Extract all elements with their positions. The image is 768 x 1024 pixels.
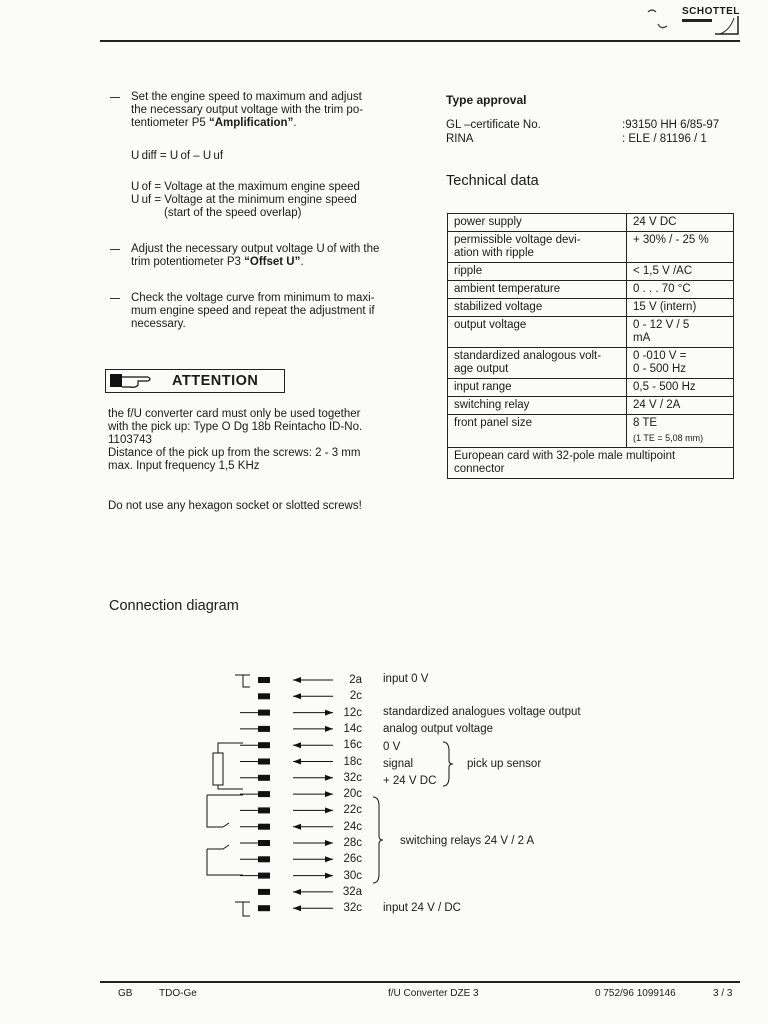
step-check: Check the voltage curve from minimum to maxi- mum engine speed and repeat the adjustment if necessary.	[131, 292, 375, 330]
te-note: (1 TE = 5,08 mm)	[633, 433, 704, 443]
arrow-right-icon	[325, 710, 333, 716]
connector-pin-block	[258, 905, 270, 911]
formula-udiff: U diff = U of – U uf	[131, 150, 224, 162]
connector-pin-block	[258, 824, 270, 830]
header-rule	[100, 40, 740, 42]
table-row: stabilized voltage 15 V (intern)	[448, 299, 734, 317]
rina-value: : ELE / 81196 / 1	[622, 133, 707, 145]
table-row: power supply 24 V DC	[448, 214, 734, 232]
amplification-label: “Amplification”	[208, 117, 294, 129]
label-std-output: standardized analogues voltage output	[383, 706, 581, 718]
arrow-left-icon	[293, 824, 301, 830]
table-row: output voltage 0 - 12 V / 5 mA	[448, 317, 734, 348]
footer-doc: TDO-Ge	[159, 988, 197, 999]
arrow-left-icon	[293, 759, 301, 765]
pin-label: 18c	[343, 755, 362, 768]
pin-label: 24c	[343, 820, 362, 833]
table-row: European card with 32-pole male multipoint connector	[448, 448, 734, 479]
pin-arrows	[235, 665, 345, 925]
pin-label: 16c	[343, 739, 362, 752]
pin-label: 22c	[343, 804, 362, 817]
connector-pin-block	[258, 742, 270, 748]
pin-label: 14c	[343, 722, 362, 735]
footer-page: 3 / 3	[713, 988, 733, 999]
label-input-24v: input 24 V / DC	[383, 902, 461, 914]
label-analog-output: analog output voltage	[383, 723, 493, 735]
table-row: ambient temperature 0 . . . 70 °C	[448, 281, 734, 299]
pickup-brace	[440, 741, 456, 787]
label-plus24v: + 24 V DC	[383, 775, 437, 787]
arrow-left-icon	[293, 905, 301, 911]
arrow-right-icon	[325, 840, 333, 846]
table-row: front panel size 8 TE (1 TE = 5,08 mm)	[448, 415, 734, 448]
brand-name: SCHOTTEL	[682, 6, 740, 17]
label-pickup-sensor: pick up sensor	[467, 758, 542, 770]
label-0v: 0 V	[383, 741, 401, 753]
pin-label: 32a	[342, 885, 362, 898]
table-row: standardized analogous volt- age output 0 -010 V = 0 - 500 Hz	[448, 348, 734, 379]
pin-label: 2a	[349, 674, 362, 686]
table-row: permissible voltage devi- ation with ripple + 30% / - 25 %	[448, 232, 734, 263]
footer-code: 0 752/96 1099146	[595, 988, 676, 999]
pin-label: 32c	[343, 902, 362, 915]
connector-pin-block	[258, 677, 270, 683]
arrow-right-icon	[325, 791, 333, 797]
label-switching-relays: switching relays 24 V / 2 A	[400, 835, 535, 847]
arrow-left-icon	[293, 742, 301, 748]
pin-label: 26c	[343, 853, 362, 866]
bullet-dash	[110, 249, 120, 250]
arrow-left-icon	[293, 677, 301, 683]
footer-lang: GB	[118, 988, 133, 999]
connector-pin-block	[258, 791, 270, 797]
pin-label: 2c	[349, 690, 362, 703]
arrow-right-icon	[325, 856, 333, 862]
gl-certificate-value: :93150 HH 6/85-97	[622, 119, 720, 131]
table-row: input range 0,5 - 500 Hz	[448, 379, 734, 397]
voltage-definitions: U of = Voltage at the maximum engine speed U uf = Voltage at the minimum engine speed (start of the speed overlap)	[131, 181, 360, 219]
arrow-right-icon	[325, 873, 333, 879]
connector-pin-block	[258, 840, 270, 846]
technical-data-table	[447, 213, 734, 479]
arrow-right-icon	[325, 775, 333, 781]
footer-title: f/U Converter DZE 3	[388, 988, 479, 999]
connector-pin-block	[258, 759, 270, 765]
technical-data-title: Technical data	[446, 173, 539, 189]
arrow-left-icon	[293, 693, 301, 699]
connector-pin-block	[258, 726, 270, 732]
connector-pin-block	[258, 856, 270, 862]
table-row: switching relay 24 V / 2A	[448, 397, 734, 415]
bullet-dash	[110, 97, 120, 98]
connector-pin-block	[258, 710, 270, 716]
relays-brace	[371, 796, 385, 884]
connector-pin-block	[258, 889, 270, 895]
gl-certificate-label: GL –certificate No.	[446, 119, 541, 131]
attention-text: the f/U converter card must only be used together with the pick up: Type O Dg 18b Reintacho ID-No. 1103743 Distance of the pick up from the screws: 2 - 3 mm max. Input frequency 1,5 KHz	[108, 408, 363, 472]
bullet-dash	[110, 298, 120, 299]
arrow-right-icon	[325, 807, 333, 813]
attention-label: ATTENTION	[172, 373, 259, 389]
pin-label: 28c	[343, 837, 362, 849]
offset-label: “Offset U”	[244, 256, 301, 268]
table-row: ripple < 1,5 V /AC	[448, 263, 734, 281]
connection-diagram-title: Connection diagram	[109, 598, 239, 614]
connector-pin-block	[258, 693, 270, 699]
pin-label: 12c	[343, 706, 362, 719]
pin-label: 32c	[343, 771, 362, 784]
arrow-right-icon	[325, 726, 333, 732]
pointing-hand-icon	[108, 371, 163, 390]
arrow-left-icon	[293, 889, 301, 895]
connector-pin-block	[258, 775, 270, 781]
pin-label: 20c	[343, 788, 362, 801]
step-amplification: Set the engine speed to maximum and adjust the necessary output voltage with the trim po- tentiometer P5 “Amplification”.	[131, 91, 364, 129]
connector-pin-block	[258, 873, 270, 879]
connector-pin-block	[258, 807, 270, 813]
type-approval-title: Type approval	[446, 93, 527, 107]
pin-label: 30c	[343, 869, 362, 882]
screw-warning: Do not use any hexagon socket or slotted screws!	[108, 500, 362, 512]
rina-label: RINA	[446, 133, 474, 145]
footer-rule	[100, 981, 740, 983]
step-offset: Adjust the necessary output voltage U of with the trim potentiometer P3 “Offset U”.	[131, 243, 380, 268]
label-signal: signal	[383, 758, 414, 770]
label-input-0v: input 0 V	[383, 673, 429, 685]
